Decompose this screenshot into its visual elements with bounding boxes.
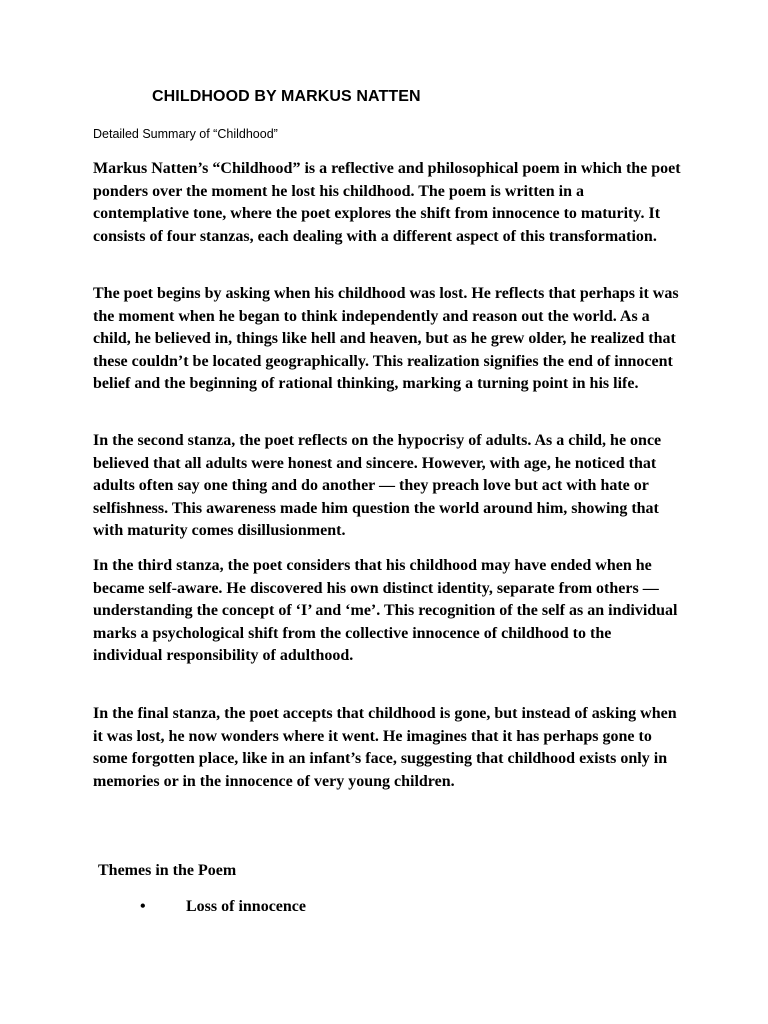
document-subtitle: Detailed Summary of “Childhood”: [93, 127, 278, 141]
paragraph-third-stanza: In the third stanza, the poet considers that his childhood may have ended when he became self-aware. He discovered his own distinct identity, separate from others — understanding the concept of ‘I’ and ‘me’. This recognition of the self as an individual marks a psychological shift from the collective innocence of childhood to the individual responsibility of adulthood.: [93, 557, 678, 664]
themes-heading: Themes in the Poem: [98, 862, 237, 879]
paragraph-final-stanza: In the final stanza, the poet accepts that childhood is gone, but instead of asking when it was lost, he now wonders where it went. He imagines that it has perhaps gone to some forgotten place, like in an infant’s face, suggesting that childhood exists only in memories or in the innocence of very young children.: [93, 705, 677, 790]
theme-label: Loss of innocence: [186, 898, 306, 915]
paragraph-second-stanza: In the second stanza, the poet reflects on the hypocrisy of adults. As a child, he once believed that all adults were honest and sincere. However, with age, he noticed that adults often say one thing and do another — they preach love but act with hate or selfishness. This awareness made him question the world around him, showing that with maturity comes disillusionment.: [93, 432, 662, 539]
bullet-icon: •: [140, 898, 146, 915]
paragraph-introduction: Markus Natten’s “Childhood” is a reflective and philosophical poem in which the poet ponders over the moment he lost his childhood. The poem is written in a contemplative tone, where the poet explores the shift from innocence to maturity. It consists of four stanzas, each dealing with a different aspect of this transformation.: [93, 160, 681, 245]
list-item: [140, 898, 306, 916]
document-title: CHILDHOOD BY MARKUS NATTEN: [152, 88, 421, 105]
paragraph-first-stanza: The poet begins by asking when his childhood was lost. He reflects that perhaps it was the moment when he began to think independently and reason out the world. As a child, he believed in, things like hell and heaven, but as he grew older, he realized that these couldn’t be located geographically. This realization signifies the end of innocent belief and the beginning of rational thinking, marking a turning point in his life.: [93, 285, 679, 392]
